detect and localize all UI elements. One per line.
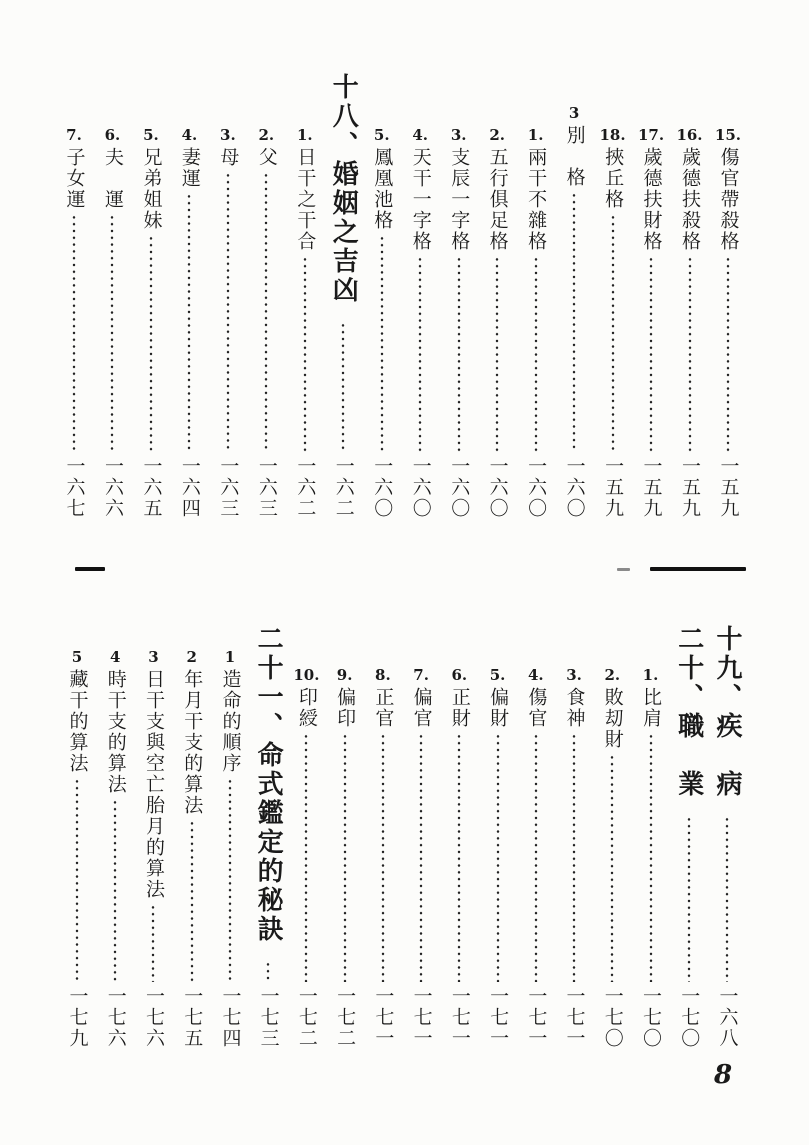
entry-page-number: 一六二 xyxy=(294,456,316,519)
entry-title: 十八、婚姻之吉凶 xyxy=(329,73,359,305)
entry-page-number: 一七三 xyxy=(257,986,279,1049)
entry-page-number: 一六七 xyxy=(63,456,85,519)
entry-number: 3. xyxy=(450,126,467,144)
toc-column xyxy=(593,625,631,1050)
toc-column xyxy=(517,73,555,520)
entry-title: 子女運 xyxy=(63,147,85,210)
dotted-leader xyxy=(687,816,691,982)
dotted-leader xyxy=(457,733,461,982)
entry-number: 18. xyxy=(599,126,626,144)
entry-title: 偏印 xyxy=(334,687,356,729)
entry-number: 2. xyxy=(604,666,621,684)
entry-page-number: 一五九 xyxy=(717,456,739,519)
dotted-leader xyxy=(419,733,423,982)
toc-column xyxy=(364,625,402,1050)
toc-column xyxy=(96,625,134,1050)
entry-number: 3 xyxy=(568,104,580,122)
entry-number: 5. xyxy=(373,126,390,144)
entry-page-number: 一六三 xyxy=(217,456,239,519)
dotted-leader xyxy=(572,192,576,452)
entry-number: 5. xyxy=(489,666,506,684)
entry-title: 五行俱足格 xyxy=(486,147,508,252)
toc-column xyxy=(479,625,517,1050)
toc-column xyxy=(478,73,516,520)
toc-column xyxy=(709,73,747,520)
entry-page-number: 一七一 xyxy=(563,986,585,1049)
entry-title: 造命的順序 xyxy=(219,669,241,774)
dotted-leader xyxy=(266,961,270,982)
dotted-leader xyxy=(187,193,191,452)
dotted-leader xyxy=(226,172,230,452)
entry-number: 7. xyxy=(413,666,429,684)
entry-number: 7. xyxy=(66,126,82,144)
binding-mark-left xyxy=(75,567,105,571)
toc-column xyxy=(594,73,632,520)
toc-column xyxy=(326,625,364,1050)
dotted-leader xyxy=(380,235,384,452)
toc-column xyxy=(170,73,208,520)
dotted-leader xyxy=(495,256,499,452)
entry-title: 傷官 xyxy=(525,687,547,729)
dotted-leader xyxy=(149,235,153,452)
dotted-leader xyxy=(534,733,538,982)
toc-column xyxy=(671,73,709,520)
dotted-leader xyxy=(610,754,614,982)
entry-title: 傷官帶殺格 xyxy=(717,147,739,252)
dotted-leader xyxy=(534,256,538,452)
dotted-leader xyxy=(113,799,117,982)
entry-number: 2 xyxy=(186,648,197,666)
dotted-leader xyxy=(726,256,730,452)
entry-page-number: 一六〇 xyxy=(486,456,508,519)
entry-page-number: 一七一 xyxy=(372,986,394,1049)
entry-title: 兄弟姐妹 xyxy=(140,147,162,231)
toc-top-half xyxy=(55,73,747,520)
entry-number: 8. xyxy=(375,666,391,684)
toc-column xyxy=(247,73,285,520)
entry-title: 母 xyxy=(217,147,239,168)
entry-number: 5. xyxy=(143,126,159,144)
toc-column xyxy=(440,625,478,1050)
entry-page-number: 一六〇 xyxy=(563,456,585,519)
dotted-leader xyxy=(151,904,155,982)
entry-number: 3. xyxy=(566,666,582,684)
entry-page-number: 一六六 xyxy=(101,456,123,519)
toc-bottom-half xyxy=(58,625,746,1050)
entry-number: 2. xyxy=(258,126,275,144)
dotted-leader xyxy=(496,733,500,982)
entry-title: 妻運 xyxy=(178,147,200,189)
toc-column xyxy=(55,73,93,520)
entry-page-number: 一六〇 xyxy=(525,456,547,519)
entry-title: 偏官 xyxy=(410,687,432,729)
entry-number: 17. xyxy=(637,126,665,144)
dotted-leader xyxy=(110,214,114,452)
dotted-leader xyxy=(457,256,461,452)
toc-column xyxy=(209,73,247,520)
entry-page-number: 一五九 xyxy=(602,456,624,519)
entry-page-number: 一六〇 xyxy=(409,456,431,519)
entry-page-number: 一七二 xyxy=(295,986,317,1049)
entry-page-number: 一七〇 xyxy=(640,986,662,1049)
entry-number: 6. xyxy=(104,126,121,144)
entry-page-number: 一六〇 xyxy=(448,456,470,519)
entry-title: 藏干的算法 xyxy=(66,669,88,774)
dotted-leader xyxy=(72,214,76,452)
entry-page-number: 一七四 xyxy=(219,986,241,1049)
entry-page-number: 一七九 xyxy=(66,986,88,1049)
entry-number: 2. xyxy=(489,126,505,144)
entry-title: 正官 xyxy=(372,687,394,729)
entry-number: 16. xyxy=(676,126,703,144)
toc-column xyxy=(58,625,96,1050)
dotted-leader xyxy=(190,820,194,982)
dotted-leader xyxy=(611,214,615,452)
entry-page-number: 一七六 xyxy=(142,986,164,1049)
entry-page-number: 一七〇 xyxy=(601,986,623,1049)
toc-column xyxy=(670,625,708,1050)
entry-title: 兩干不雜格 xyxy=(525,147,547,252)
dotted-leader xyxy=(572,733,576,982)
entry-title: 時干支的算法 xyxy=(104,669,126,795)
dotted-leader xyxy=(264,172,268,452)
entry-title: 日干支與空亡胎月的算法 xyxy=(142,669,164,900)
entry-title: 食神 xyxy=(563,687,585,729)
entry-title: 敗刧財 xyxy=(601,687,623,750)
dotted-leader xyxy=(381,733,385,982)
entry-number: 15. xyxy=(714,126,742,144)
dotted-leader xyxy=(304,733,308,982)
entry-page-number: 一七五 xyxy=(181,986,203,1049)
entry-title: 歲德扶財格 xyxy=(640,147,662,252)
entry-title: 歲德扶殺格 xyxy=(679,147,700,252)
binding-mark-right-long xyxy=(650,567,746,571)
dotted-leader xyxy=(418,256,422,452)
toc-column xyxy=(440,73,478,520)
toc-column xyxy=(324,73,362,520)
entry-page-number: 一七六 xyxy=(104,986,126,1049)
toc-column xyxy=(249,625,287,1050)
toc-column xyxy=(173,625,211,1050)
entry-number: 1. xyxy=(527,126,544,144)
entry-title: 天干一字格 xyxy=(409,147,431,252)
entry-number: 4 xyxy=(110,648,121,666)
toc-column xyxy=(363,73,401,520)
dotted-leader xyxy=(75,778,79,982)
toc-column xyxy=(132,73,170,520)
entry-title: 日干之干合 xyxy=(294,147,316,252)
entry-title: 支辰一字格 xyxy=(448,147,470,252)
entry-number: 1 xyxy=(224,648,236,666)
binding-mark-right-small xyxy=(617,568,630,571)
toc-column xyxy=(632,625,670,1050)
toc-column xyxy=(93,73,131,520)
entry-number: 4. xyxy=(527,666,544,684)
toc-column xyxy=(211,625,249,1050)
entry-title: 印綬 xyxy=(295,687,317,729)
entry-number: 3 xyxy=(148,648,159,666)
toc-column xyxy=(286,73,324,520)
toc-column xyxy=(401,73,439,520)
dotted-leader xyxy=(343,733,347,982)
entry-title: 別 格 xyxy=(563,125,585,188)
entry-page-number: 一七一 xyxy=(487,986,509,1049)
toc-column xyxy=(708,625,746,1050)
entry-page-number: 一六〇 xyxy=(371,456,393,519)
entry-title: 夫 運 xyxy=(101,147,123,210)
entry-title: 年月干支的算法 xyxy=(181,669,203,816)
entry-title: 二十、職 業 xyxy=(674,625,704,799)
toc-column xyxy=(555,73,593,520)
entry-page-number: 一六二 xyxy=(332,456,354,519)
entry-title: 二十一、命式鑑定的秘訣 xyxy=(254,625,284,944)
dotted-leader xyxy=(228,778,232,982)
entry-page-number: 一七一 xyxy=(410,986,432,1049)
dotted-leader xyxy=(725,816,729,982)
entry-title: 十九、疾 病 xyxy=(712,625,742,799)
dotted-leader xyxy=(341,322,345,452)
entry-page-number: 一七〇 xyxy=(678,986,700,1049)
toc-column xyxy=(555,625,593,1050)
entry-page-number: 一五九 xyxy=(679,456,700,519)
dotted-leader xyxy=(303,256,307,452)
entry-number: 9. xyxy=(336,666,353,684)
entry-number: 4. xyxy=(412,126,429,144)
entry-number: 10. xyxy=(293,666,320,684)
entry-number: 5 xyxy=(71,648,83,666)
entry-title: 正財 xyxy=(448,687,470,729)
toc-column xyxy=(632,73,670,520)
entry-page-number: 一六五 xyxy=(140,456,162,519)
entry-page-number: 一七一 xyxy=(525,986,547,1049)
dotted-leader xyxy=(649,256,653,452)
entry-number: 1. xyxy=(642,666,659,684)
entry-page-number: 一五九 xyxy=(640,456,662,519)
folio-page-number: 8 xyxy=(714,1060,733,1090)
entry-number: 3. xyxy=(220,126,236,144)
toc-column xyxy=(134,625,172,1050)
entry-number: 1. xyxy=(296,126,313,144)
dotted-leader xyxy=(688,256,692,452)
entry-title: 父 xyxy=(255,147,277,168)
entry-page-number: 一七二 xyxy=(334,986,356,1049)
entry-number: 6. xyxy=(451,666,468,684)
entry-number: 4. xyxy=(181,126,198,144)
entry-title: 比肩 xyxy=(640,687,662,729)
toc-column xyxy=(517,625,555,1050)
entry-page-number: 一六八 xyxy=(716,986,738,1049)
entry-page-number: 一六四 xyxy=(178,456,200,519)
toc-column xyxy=(402,625,440,1050)
entry-title: 偏財 xyxy=(487,687,509,729)
entry-title: 挾丘格 xyxy=(602,147,624,210)
toc-column xyxy=(287,625,325,1050)
entry-title: 鳳凰池格 xyxy=(371,147,393,231)
entry-page-number: 一七一 xyxy=(448,986,470,1049)
dotted-leader xyxy=(649,733,653,982)
entry-page-number: 一六三 xyxy=(255,456,277,519)
